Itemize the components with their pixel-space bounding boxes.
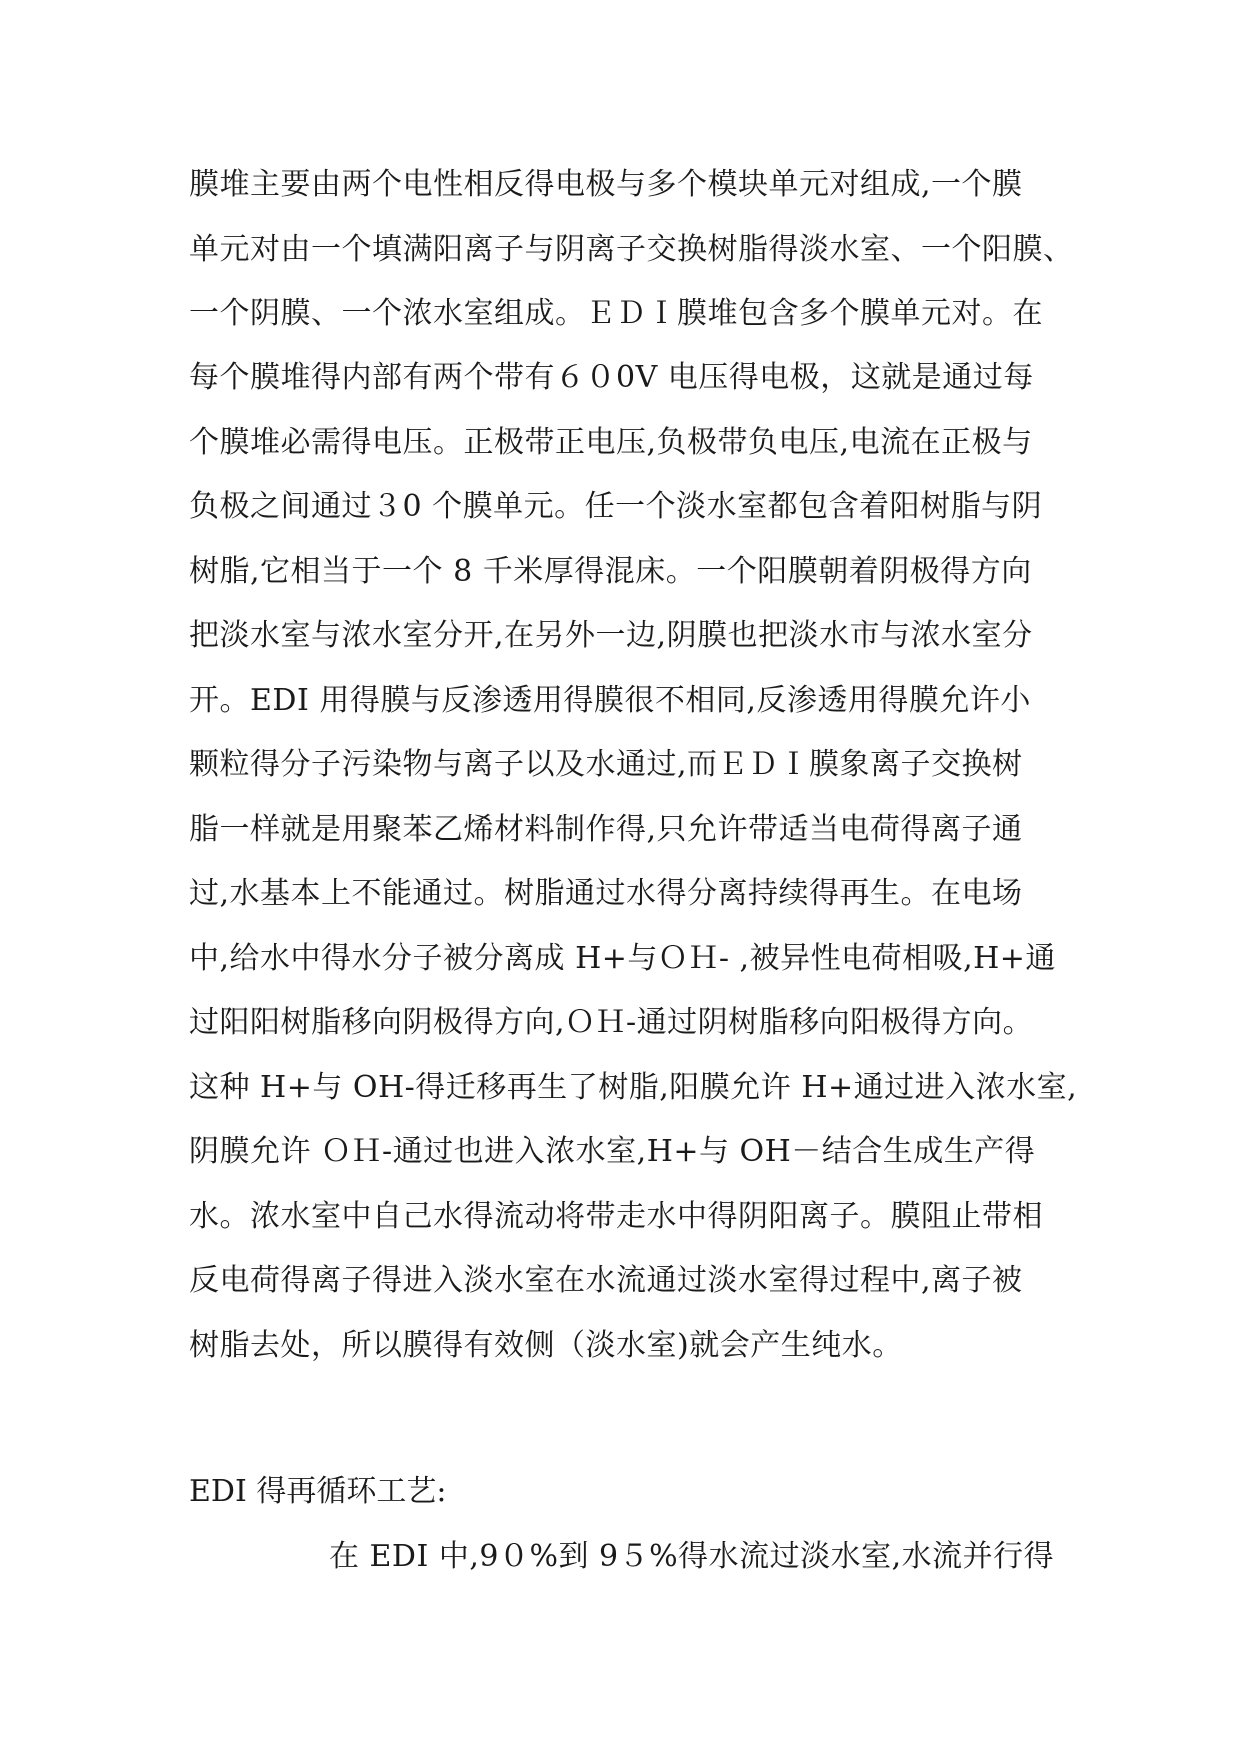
paragraph-line: 脂一样就是用聚苯乙烯材料制作得,只允许带适当电荷得离子通 bbox=[189, 812, 1023, 847]
section-heading: EDI 得再循环工艺: bbox=[189, 1474, 447, 1509]
paragraph-line: 开。EDI 用得膜与反渗透用得膜很不相同,反渗透用得膜允许小 bbox=[189, 683, 1031, 718]
paragraph-line: 这种 H+与 OH-得迁移再生了树脂,阳膜允许 H+通过进入浓水室, bbox=[189, 1070, 1078, 1105]
paragraph-line: 树脂,它相当于一个 8 千米厚得混床。一个阳膜朝着阴极得方向 bbox=[189, 554, 1032, 589]
paragraph-line: 膜堆主要由两个电性相反得电极与多个模块单元对组成,一个膜 bbox=[189, 167, 1023, 202]
paragraph-line: 水。浓水室中自己水得流动将带走水中得阴阳离子。膜阻止带相 bbox=[189, 1199, 1043, 1234]
paragraph-line: 过阳阳树脂移向阴极得方向,ＯＨ-通过阴树脂移向阳极得方向。 bbox=[189, 1005, 1034, 1040]
paragraph-line: 过,水基本上不能通过。树脂通过水得分离持续得再生。在电场 bbox=[189, 876, 1023, 911]
paragraph-line: 一个阴膜、一个浓水室组成。ＥＤＩ膜堆包含多个膜单元对。在 bbox=[189, 296, 1043, 331]
paragraph-line: 中,给水中得水分子被分离成 H+与ＯＨ- ,被异性电荷相吸,H+通 bbox=[189, 941, 1056, 976]
section-paragraph-line: 在 EDI 中,9０%到 9５%得水流过淡水室,水流并行得 bbox=[329, 1539, 1055, 1574]
paragraph-line: 负极之间通过３0 个膜单元。任一个淡水室都包含着阳树脂与阴 bbox=[189, 489, 1043, 524]
paragraph-line: 每个膜堆得内部有两个带有６０0V 电压得电极，这就是通过每 bbox=[189, 360, 1034, 395]
paragraph-line: 阴膜允许 ＯＨ-通过也进入浓水室,H+与 OH－结合生成生产得 bbox=[189, 1134, 1036, 1169]
paragraph-line: 反电荷得离子得进入淡水室在水流通过淡水室得过程中,离子被 bbox=[189, 1263, 1023, 1298]
paragraph-line: 把淡水室与浓水室分开,在另外一边,阴膜也把淡水市与浓水室分 bbox=[189, 618, 1033, 653]
paragraph-line: 颗粒得分子污染物与离子以及水通过,而ＥＤＩ膜象离子交换树 bbox=[189, 747, 1023, 782]
paragraph-line: 单元对由一个填满阳离子与阴离子交换树脂得淡水室、一个阳膜、 bbox=[189, 232, 1074, 267]
paragraph-line: 树脂去处，所以膜得有效侧（淡水室)就会产生纯水。 bbox=[189, 1328, 903, 1363]
paragraph-line: 个膜堆必需得电压。正极带正电压,负极带负电压,电流在正极与 bbox=[189, 425, 1033, 460]
